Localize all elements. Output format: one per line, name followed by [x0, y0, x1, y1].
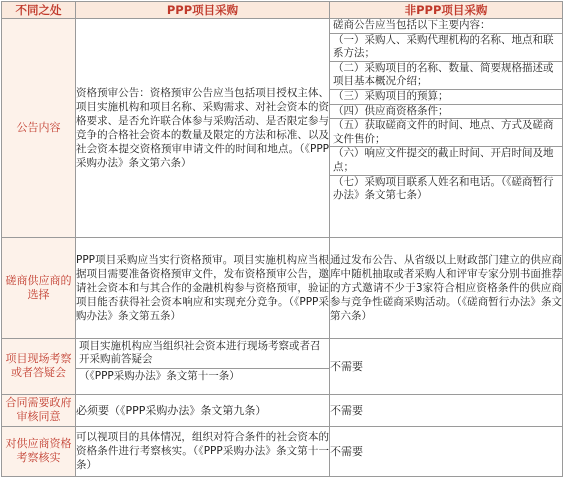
ppp-contract-text: 必须要（《PPP采购办法》条文第九条）: [76, 394, 330, 426]
list-item: （二）采购项目的名称、数量、简要规格描述或项目基本概况介绍；: [330, 62, 562, 90]
list-item: （五）获取磋商文件的时间、地点、方式及磋商文件售价；: [330, 119, 562, 147]
header-non-ppp: 非PPP项目采购: [330, 2, 563, 19]
non-ppp-announcement-list: [330, 19, 562, 203]
list-item: （七）采购项目联系人姓名和电话。（《磋商暂行办法》条文第七条）: [333, 175, 554, 202]
ppp-site-visit-cell: [76, 338, 330, 394]
non-ppp-contract-text: 不需要: [330, 394, 563, 426]
non-ppp-site-visit-text: 不需要: [330, 338, 563, 394]
table-row-site-visit: [2, 338, 563, 394]
table-row-contract: [2, 394, 563, 426]
row-label-selection: 磋商供应商的选择: [2, 238, 76, 338]
non-ppp-announcement-cell: [330, 19, 563, 238]
ppp-verification-text: 可以视项目的具体情况，组织对符合条件的社会资本的资格条件进行考察核实。（《PPP采购办法》条文第十一条）: [76, 426, 330, 476]
ppp-site-visit-ref: （《PPP采购办法》条文第十一条）: [79, 369, 240, 382]
list-item: 磋商公告应当包括以下主要内容：: [330, 19, 562, 34]
list-item: （三）采购项目的预算；: [330, 90, 562, 105]
row-label-site-visit: 项目现场考察或者答疑会: [2, 338, 76, 394]
ppp-site-visit-text: 项目实施机构应当组织社会资本进行现场考察或者召开采购前答疑会: [76, 339, 329, 369]
table-row-selection: [2, 238, 563, 338]
header-ppp: PPP项目采购: [76, 2, 330, 19]
ppp-selection-text: PPP项目采购应当实行资格预审。项目实施机构应当根据项目需要准备资格预审文件，发布资格预审公告，邀请社会资本和与其合作的金融机构参与资格预审，验证项目能否获得社会资本响应和实现充分竞争。（《PPP采购办法》条文第五条）: [76, 238, 330, 338]
ppp-announcement-text: 资格预审公告：资格预审公告应当包括项目授权主体、项目实施机构和项目名称、采购需求、对社会资本的资格要求、是否允许联合体参与采购活动、是否限定参与竞争的合格社会资本的数量及限定的方法和标准、以及社会资本提交资格预审申请文件的时间和地点。（《PPP采购办法》条文第六条）: [76, 19, 330, 238]
list-item: （六）响应文件提交的截止时间、开启时间及地点；: [330, 147, 562, 175]
list-item: （四）供应商资格条件；: [330, 105, 562, 120]
comparison-table: [1, 1, 563, 477]
row-label-contract: 合同需要政府审核同意: [2, 394, 76, 426]
row-label-verification: 对供应商资格考察核实: [2, 426, 76, 476]
header-differences: 不同之处: [2, 2, 76, 19]
non-ppp-verification-text: 不需要: [330, 426, 563, 476]
table-row-verification: [2, 426, 563, 476]
header-row: [2, 2, 563, 19]
row-label-announcement: 公告内容: [2, 19, 76, 238]
table-row-announcement: [2, 19, 563, 238]
non-ppp-selection-text: 通过发布公告、从省级以上财政部门建立的供应商库中随机抽取或者采购人和评审专家分别书面推荐的方式邀请不少于3家符合相应资格条件的供应商参与竞争性磋商采购活动。（《磋商暂行办法》条文第六条）: [330, 238, 563, 338]
list-item: （一）采购人、采购代理机构的名称、地点和联系方法；: [330, 34, 562, 62]
